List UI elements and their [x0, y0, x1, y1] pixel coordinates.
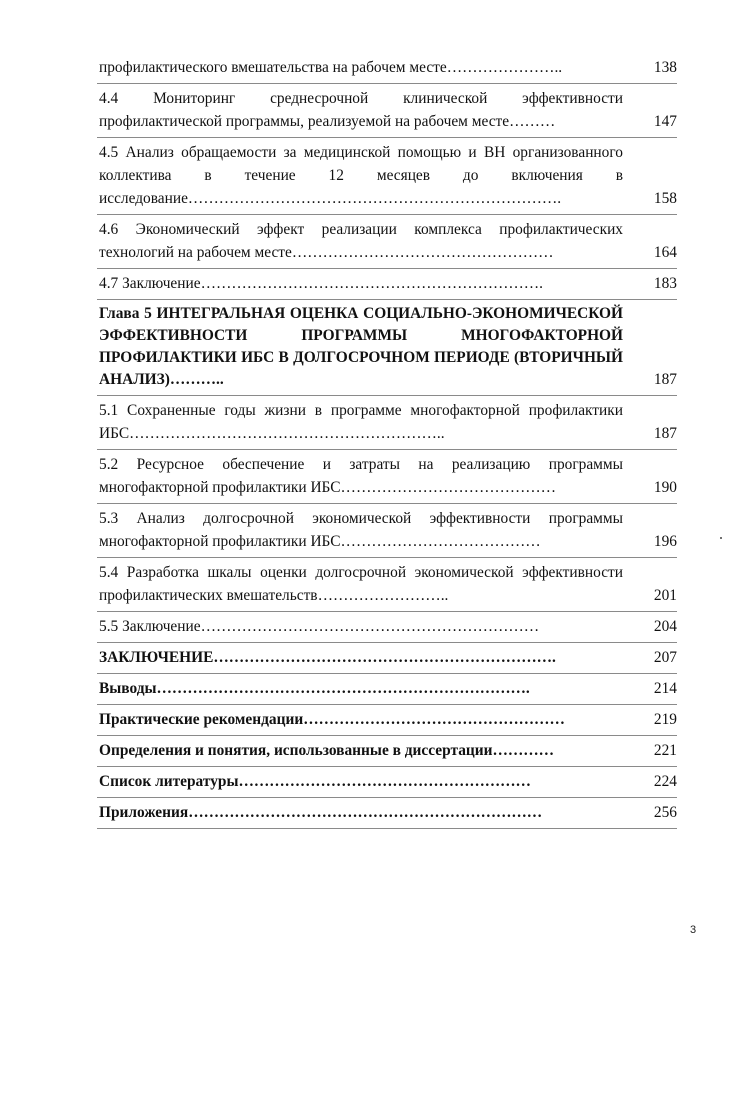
toc-entry-page: 214 [653, 680, 677, 697]
toc-entry-page: 138 [653, 59, 677, 76]
toc-entry-page: 207 [653, 649, 677, 666]
toc-entry-page: 201 [653, 587, 677, 604]
toc-entry-title: профилактического вмешательства на рабочем месте………………….. [99, 59, 563, 76]
toc-entry-conclusion [97, 643, 677, 674]
toc-entry-5-5 [97, 612, 677, 643]
toc-entry-page: 158 [653, 190, 677, 207]
toc-entry-5-3 [97, 504, 677, 558]
toc-entry-title: 5.4 Разработка шкалы оценки долгосрочной экономической эффективности профилактических вмешательств…………………….. [99, 564, 623, 604]
toc-entry-page: 164 [653, 244, 677, 261]
toc-entry-title: Список литературы………………………………………………… [99, 773, 531, 790]
toc-entry-4-5 [97, 138, 677, 215]
toc-entry-page: 190 [653, 479, 677, 496]
toc-entry-appendices [97, 798, 677, 829]
toc-entry-references [97, 767, 677, 798]
toc-entry-page: 204 [653, 618, 677, 635]
toc-entry-5-2 [97, 450, 677, 504]
scan-speck [720, 537, 722, 539]
toc-entry-title: 4.7 Заключение…………………………………………………………. [99, 275, 544, 292]
toc-entry-page: 187 [653, 425, 677, 442]
toc-entry-page: 224 [653, 773, 677, 790]
toc-entry-title: 4.6 Экономический эффект реализации комплекса профилактических технологий на рабочем месте…………………………………………… [99, 221, 623, 261]
page-number: 3 [690, 924, 697, 936]
toc-entry-page: 183 [653, 275, 677, 292]
toc-entry-title: 4.4 Мониторинг среднесрочной клинической эффективности профилактической программы, реализуемой на рабочем месте……… [99, 90, 623, 130]
toc-entry-page: 221 [653, 742, 677, 759]
toc-entry-definitions [97, 736, 677, 767]
toc-entry-page: 219 [653, 711, 677, 728]
toc-entry-title: Определения и понятия, использованные в диссертации………… [99, 742, 555, 759]
toc-entry-page: 187 [653, 371, 677, 388]
toc-entry-5-4 [97, 558, 677, 612]
toc-entry-page: 196 [653, 533, 677, 550]
toc-entry-title: 5.5 Заключение………………………………………………………… [99, 618, 540, 635]
toc-entry-page: 256 [653, 804, 677, 821]
toc-entry-recommendations [97, 705, 677, 736]
toc-entry-title: 5.3 Анализ долгосрочной экономической эффективности программы многофакторной профилактики ИБС………………………………… [99, 510, 623, 550]
toc-entry-findings [97, 674, 677, 705]
toc-entry-4-6 [97, 215, 677, 269]
toc-entry-continued [97, 53, 677, 84]
toc-entry-title: 5.1 Сохраненные годы жизни в программе многофакторной профилактики ИБС…………………………………………………….. [99, 402, 623, 442]
toc-entry-page: 147 [653, 113, 677, 130]
toc-entry-title: ЗАКЛЮЧЕНИЕ…………………………………………………………. [99, 649, 556, 666]
toc-entry-5-1 [97, 396, 677, 450]
toc-entry-4-7 [97, 269, 677, 300]
toc-entry-title: Выводы………………………………………………………………. [99, 680, 530, 697]
toc-entry-title: Приложения…………………………………………………………… [99, 804, 543, 821]
toc-entry-title: 5.2 Ресурсное обеспечение и затраты на реализацию программы многофакторной профилактики ИБС…………………………………… [99, 456, 623, 496]
toc-entry-title: Глава 5 ИНТЕГРАЛЬНАЯ ОЦЕНКА СОЦИАЛЬНО-ЭКОНОМИЧЕСКОЙ ЭФФЕКТИВНОСТИ ПРОГРАММЫ МНОГОФАКТОРНОЙ ПРОФИЛАКТИКИ ИБС В ДОЛГОСРОЧНОМ ПЕРИОДЕ (ВТОРИЧНЫЙ АНАЛИЗ)……….. [99, 305, 623, 388]
toc-entry-title: 4.5 Анализ обращаемости за медицинской помощью и ВН организованного коллектива в течение 12 месяцев до включения в исследование………………………………………………………………. [99, 144, 623, 207]
toc-entry-4-4 [97, 84, 677, 138]
toc-entry-title: Практические рекомендации…………………………………………… [99, 711, 565, 728]
table-of-contents [97, 53, 677, 829]
toc-entry-chapter-5 [97, 300, 677, 396]
